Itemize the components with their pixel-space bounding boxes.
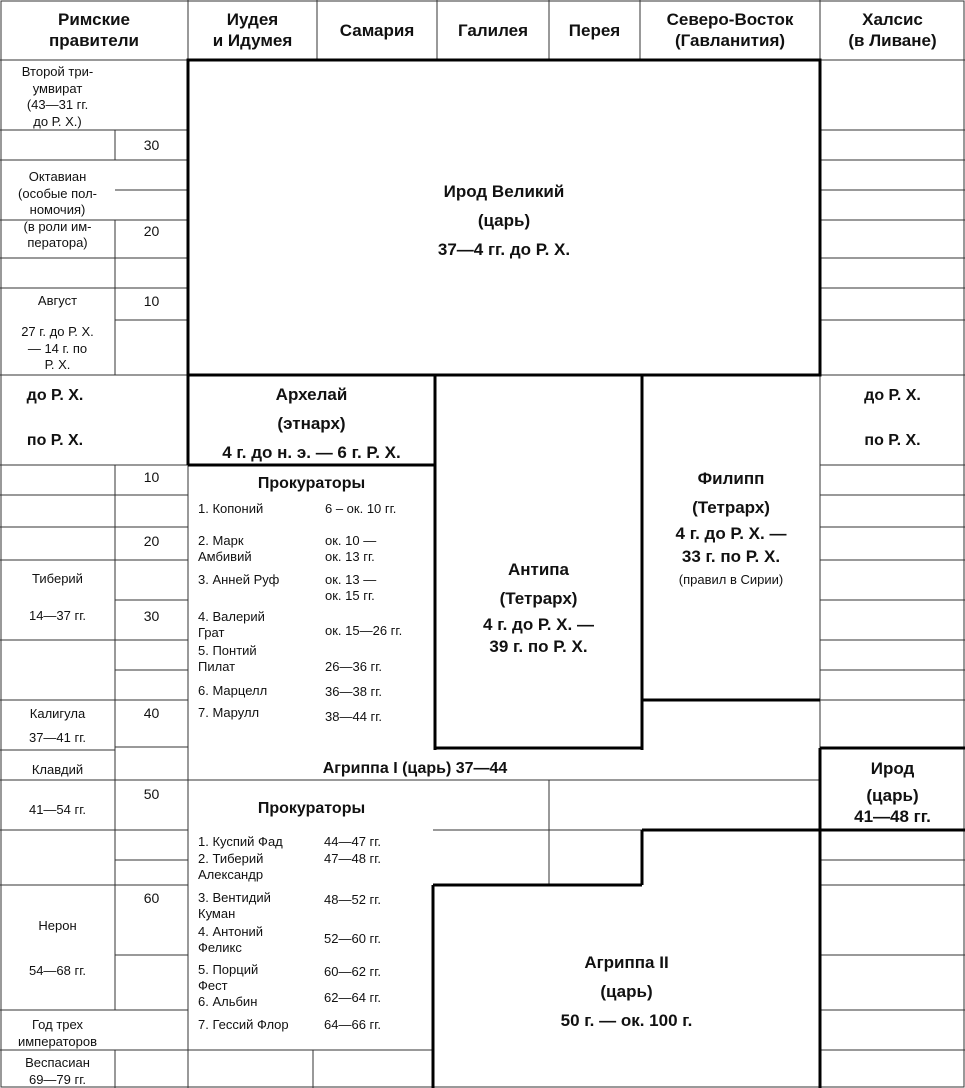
era-ad-right: по Р. Х.: [864, 432, 921, 449]
ruler-augustus: Август: [37, 293, 78, 308]
procurator-name: [198, 924, 263, 956]
procurator-name-line: 4. Антоний: [198, 924, 264, 939]
header-line: (в Ливане): [848, 31, 937, 50]
herod-dates: 37—4 гг. до Р. Х.: [437, 240, 571, 259]
procurator-name-line: Грат: [198, 625, 225, 640]
header-line: Римские: [57, 10, 130, 29]
antipas-name: Антипа: [507, 560, 570, 579]
header-roman-rulers-text: [49, 9, 139, 51]
procurator-dates-line: ок. 13 гг.: [325, 549, 375, 564]
header-line: и Идумея: [212, 31, 293, 50]
procurator-name-line: 3. Вентидий: [198, 890, 271, 905]
header-northeast-text: [667, 9, 794, 51]
procurators-title-2: Прокураторы: [257, 800, 366, 817]
era-ad-left: по Р. Х.: [26, 432, 84, 449]
procurator-name-line: 2. Марк: [198, 533, 244, 548]
herod-chalcis-cell: [820, 755, 965, 825]
year-mark: 30: [143, 137, 160, 153]
procurator-name: 1. Куспий Фад: [198, 834, 283, 849]
ruler-line: — 14 г. по: [27, 340, 88, 356]
ruler-nero: Нерон: [38, 918, 77, 933]
philip-name: Филипп: [697, 469, 765, 488]
procurator-dates: 48—52 гг.: [324, 892, 382, 907]
agrippa-ii-title: (царь): [600, 982, 653, 1001]
ruler-augustus-dates: [0, 324, 115, 374]
procurator-dates: ок. 15—26 гг.: [325, 623, 403, 638]
procurators-list-2: [198, 834, 433, 1034]
header-chalcis: [820, 0, 965, 60]
header-line: Северо-Восток: [666, 10, 794, 29]
procurator-name: 3. Анней Руф: [198, 572, 280, 587]
archelaus-cell: [188, 380, 435, 467]
ruler-caligula-dates: 37—41 гг.: [28, 730, 87, 745]
year-mark: 30: [143, 608, 160, 624]
ruler-nero-dates: 54—68 гг.: [28, 963, 87, 978]
ruler-claudius-dates: 41—54 гг.: [28, 802, 87, 817]
header-line: Иудея: [226, 10, 279, 29]
procurator-name: [198, 609, 265, 641]
antipas-cell: [435, 555, 642, 657]
procurator-name: 6. Марцелл: [198, 683, 268, 698]
header-roman-rulers: [0, 0, 188, 60]
procurator-dates: 6 – ок. 10 гг.: [325, 501, 397, 516]
ruler-line: Р. Х.: [44, 357, 71, 372]
ruler-line: Октавиан: [28, 169, 87, 184]
agrippa-ii-cell: [433, 948, 820, 1035]
year-mark: 50: [143, 786, 160, 802]
archelaus-name: Архелай: [275, 385, 348, 404]
procurator-dates-line: ок. 13 —: [325, 572, 377, 587]
herod-chalcis-title: (царь): [866, 786, 919, 805]
procurators-list-1: [198, 501, 435, 726]
procurator-dates-line: ок. 10 —: [325, 533, 377, 548]
procurator-name: [198, 962, 258, 994]
procurator-dates: 52—60 гг.: [324, 931, 382, 946]
header-line: Халсис: [862, 10, 923, 29]
era-bc-left: до Р. Х.: [26, 387, 84, 404]
herod-name: Ирод Великий: [443, 182, 565, 201]
ruler-line: (43—31 гг.: [26, 97, 89, 112]
ruler-line: номочия): [29, 202, 86, 217]
ruler-line: 69—79 гг.: [28, 1071, 87, 1087]
header-northeast: [640, 0, 820, 60]
ruler-line: императоров: [17, 1033, 98, 1049]
philip-title: (Тетрарх): [692, 498, 770, 517]
antipas-dates: 4 г. до Р. Х. —: [483, 615, 594, 634]
procurator-name: [198, 851, 263, 883]
procurator-dates: 36—38 гг.: [325, 684, 383, 699]
ruler-line: 27 г. до Р. Х.: [21, 324, 94, 339]
ruler-octavian: [0, 169, 115, 252]
agrippa-ii-name: Агриппа II: [584, 953, 669, 972]
procurator-name: 6. Альбин: [198, 994, 258, 1009]
procurator-dates: 64—66 гг.: [324, 1017, 382, 1032]
ruler-line: умвират: [32, 80, 83, 96]
ruler-line: Второй три-: [21, 64, 94, 79]
procurator-dates: 60—62 гг.: [324, 964, 382, 979]
procurator-dates: 47—48 гг.: [324, 851, 382, 866]
procurator-dates: [325, 533, 376, 565]
procurator-name: 7. Гессий Флор: [198, 1017, 289, 1032]
ruler-tiberius: Тиберий: [32, 571, 83, 586]
procurator-name-line: Куман: [198, 906, 236, 921]
procurator-name-line: 2. Тиберий: [198, 851, 264, 866]
ruler-claudius: Клавдий: [31, 762, 84, 777]
procurator-name-line: 4. Валерий: [198, 609, 265, 624]
philip-note: (правил в Сирии): [678, 572, 784, 587]
herod-title: (царь): [477, 211, 531, 230]
procurator-name-line: Александр: [198, 867, 264, 882]
procurator-name-line: 5. Понтий: [198, 643, 257, 658]
procurator-dates: 62—64 гг.: [324, 990, 382, 1005]
philip-dates: 33 г. по Р. Х.: [681, 547, 781, 566]
procurator-name-line: Амбивий: [198, 549, 252, 564]
ruler-vespasian: [0, 1055, 115, 1088]
header-chalcis-text: [848, 9, 936, 51]
year-mark: 40: [143, 705, 160, 721]
ruler-line: ператора): [27, 235, 88, 250]
herod-the-great-cell: [188, 177, 820, 264]
antipas-title: (Тетрарх): [499, 589, 578, 608]
agrippa-i-cell: Агриппа I (царь) 37—44: [322, 760, 508, 777]
procurator-name: [198, 533, 252, 565]
ruler-caligula: Калигула: [29, 706, 86, 721]
agrippa-ii-dates: 50 г. — ок. 100 г.: [560, 1011, 693, 1030]
year-mark: 60: [143, 890, 160, 906]
era-bc-right: до Р. Х.: [864, 387, 921, 404]
herod-chalcis-dates: 41—48 гг.: [854, 807, 931, 826]
year-mark: 20: [143, 223, 160, 239]
procurator-name: 1. Копоний: [198, 501, 264, 516]
procurator-name: 7. Марулл: [198, 705, 260, 720]
procurator-name-line: 5. Порций: [198, 962, 259, 977]
header-line: (Гавланития): [674, 31, 786, 50]
header-samaria: Самария: [339, 20, 415, 40]
year-mark: 10: [143, 469, 160, 485]
procurator-name-line: Феликс: [198, 940, 242, 955]
procurator-dates-line: ок. 15 гг.: [325, 588, 375, 603]
archelaus-title: (этнарх): [277, 414, 346, 433]
ruler-line: Веспасиан: [25, 1055, 90, 1070]
ruler-line: Год трех: [32, 1017, 83, 1032]
year-mark: 20: [143, 533, 160, 549]
ruler-tiberius-dates: 14—37 гг.: [28, 608, 87, 623]
header-line: правители: [48, 31, 140, 50]
ruler-line: (особые пол-: [18, 185, 97, 201]
year-mark: 10: [143, 293, 160, 309]
ruler-triumvirate: [0, 64, 115, 130]
ruler-line: (в роли им-: [23, 218, 92, 234]
procurator-name-line: Пилат: [198, 659, 236, 674]
procurator-dates: 44—47 гг.: [324, 834, 382, 849]
herod-chalcis-name: Ирод: [870, 759, 915, 778]
header-judea-text: [213, 9, 293, 51]
procurator-dates: [325, 572, 376, 604]
procurator-dates: 26—36 гг.: [325, 659, 383, 674]
archelaus-dates: 4 г. до н. э. — 6 г. Р. Х.: [222, 443, 401, 462]
philip-dates: 4 г. до Р. Х. —: [675, 524, 787, 543]
procurator-dates: 38—44 гг.: [325, 709, 383, 724]
procurators-title-1: Прокураторы: [257, 475, 366, 492]
header-judea: [188, 0, 317, 60]
header-perea: Перея: [568, 20, 621, 40]
procurator-name-line: Фест: [198, 978, 228, 993]
header-galilee: Галилея: [457, 20, 529, 40]
philip-cell: [642, 464, 820, 592]
ruler-year-three-emperors: [0, 1017, 115, 1050]
ruler-line: до Р. Х.): [33, 113, 82, 129]
procurator-name: [198, 890, 271, 922]
antipas-dates: 39 г. по Р. Х.: [489, 637, 588, 656]
procurator-name: [198, 643, 257, 675]
